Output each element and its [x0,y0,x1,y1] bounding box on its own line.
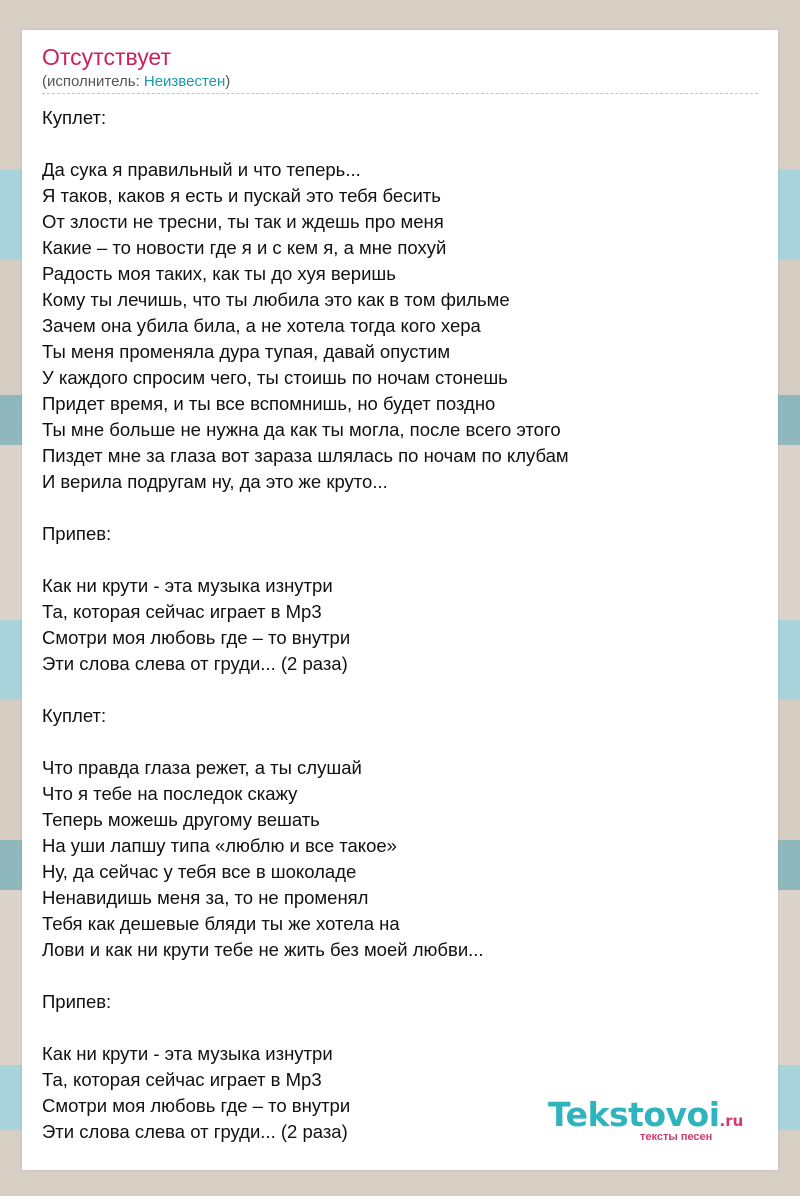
lyrics-text: Куплет: Да сука я правильный и что теперь... Я таков, каков я есть и пускай это тебя бесить От злости не тресни, ты так и ждешь про меня Какие – то новости где я и с кем я, а мне похуй Радость моя таких, как ты до хуя веришь Кому ты лечишь, что ты любила это как в том фильме Зачем она убила била, а не хотела тогда кого хера Ты меня променяла дура тупая, давай опустим У каждого спросим чего, ты стоишь по ночам стонешь Придет время, и ты все вспомнишь, но будет поздно Ты мне больше не нужна да как ты могла, после всего этого Пиздет мне за глаза вот зараза шлялась по ночам по клубам И верила подругам ну, да это же круто... Припев: Как ни крути - эта музыка изнутри Та, которая сейчас играет в Mp3 Смотри моя любовь где – то внутри Эти слова слева от груди... (2 раза) Куплет: Что правда глаза режет, а ты слушай Что я тебе на последок скажу Теперь можешь другому вешать На уши лапшу типа «люблю и все такое» Ну, да сейчас у тебя все в шоколаде Ненавидишь меня за, то не променял Тебя как дешевые бляди ты же хотела на Лови и как ни крути тебе не жить без моей любви... Припев: Как ни крути - эта музыка изнутри Та, которая сейчас играет в Mp3 Смотри моя любовь где – то внутри Эти слова слева от груди... (2 раза) [42,107,569,1142]
lyrics-card [22,30,778,1170]
logo-tagline: тексты песен [640,1131,713,1143]
song-title: Отсутствует [42,44,171,70]
artist-line [42,73,230,91]
artist-prefix: (исполнитель: [42,73,144,90]
divider [42,93,758,94]
logo-name: Tekstovoi [548,1095,720,1134]
artist-link[interactable]: Неизвестен [143,73,226,90]
artist-suffix: ) [225,73,231,90]
logo-tld: .ru [719,1112,744,1130]
